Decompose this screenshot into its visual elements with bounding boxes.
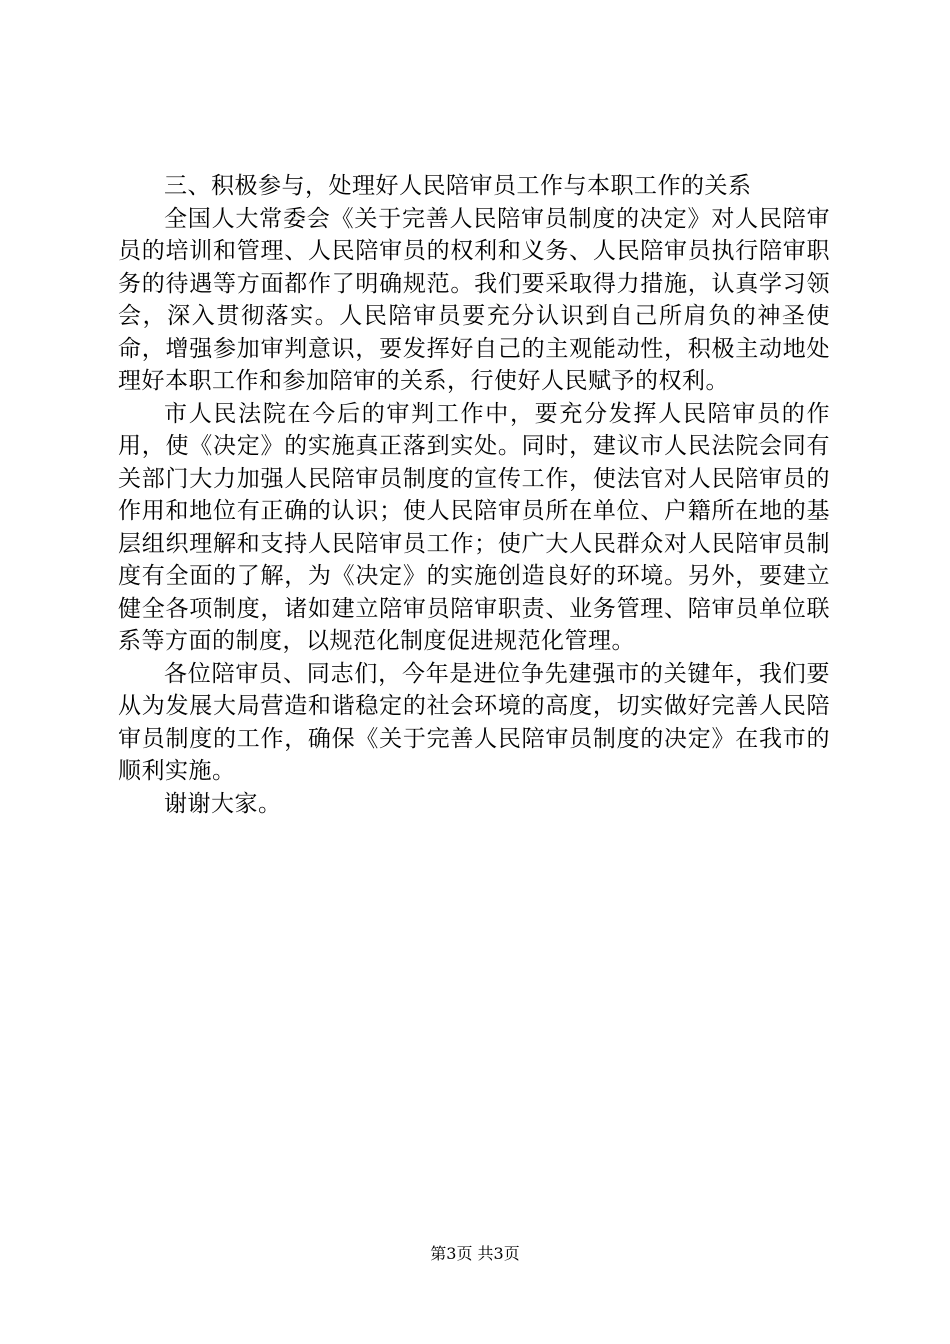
page-footer (0, 1243, 950, 1265)
paragraph-decision-summary: 全国人大常委会《关于完善人民陪审员制度的决定》对人民陪审员的培训和管理、人民陪审员的权利和义务、人民陪审员执行陪审职务的待遇等方面都作了明确规范。我们要采取得力措施，认真学习领会，深入贯彻落实。人民陪审员要充分认识到自己所肩负的神圣使命，增强参加审判意识，要发挥好自己的主观能动性，积极主动地处理好本职工作和参加陪审的关系，行使好人民赋予的权利。 (118, 205, 830, 394)
document-body (118, 170, 830, 820)
paragraph-thanks: 谢谢大家。 (164, 790, 282, 817)
section-heading: 三、积极参与，处理好人民陪审员工作与本职工作的关系 (164, 173, 752, 199)
paragraph-closing-appeal: 各位陪审员、同志们，今年是进位争先建强市的关键年，我们要从为发展大局营造和谐稳定的社会环境的高度，切实做好完善人民陪审员制度的工作，确保《关于完善人民陪审员制度的决定》在我市的顺利实施。 (118, 660, 830, 784)
page-number-label: 第3页 共3页 (430, 1244, 520, 1263)
paragraph-court-role: 市人民法院在今后的审判工作中，要充分发挥人民陪审员的作用，使《决定》的实施真正落到实处。同时，建议市人民法院会同有关部门大力加强人民陪审员制度的宣传工作，使法官对人民陪审员的作用和地位有正确的认识；使人民陪审员所在单位、户籍所在地的基层组织理解和支持人民陪审员工作；使广大人民群众对人民陪审员制度有全面的了解，为《决定》的实施创造良好的环境。另外，要建立健全各项制度，诸如建立陪审员陪审职责、业务管理、陪审员单位联系等方面的制度，以规范化制度促进规范化管理。 (118, 400, 830, 654)
